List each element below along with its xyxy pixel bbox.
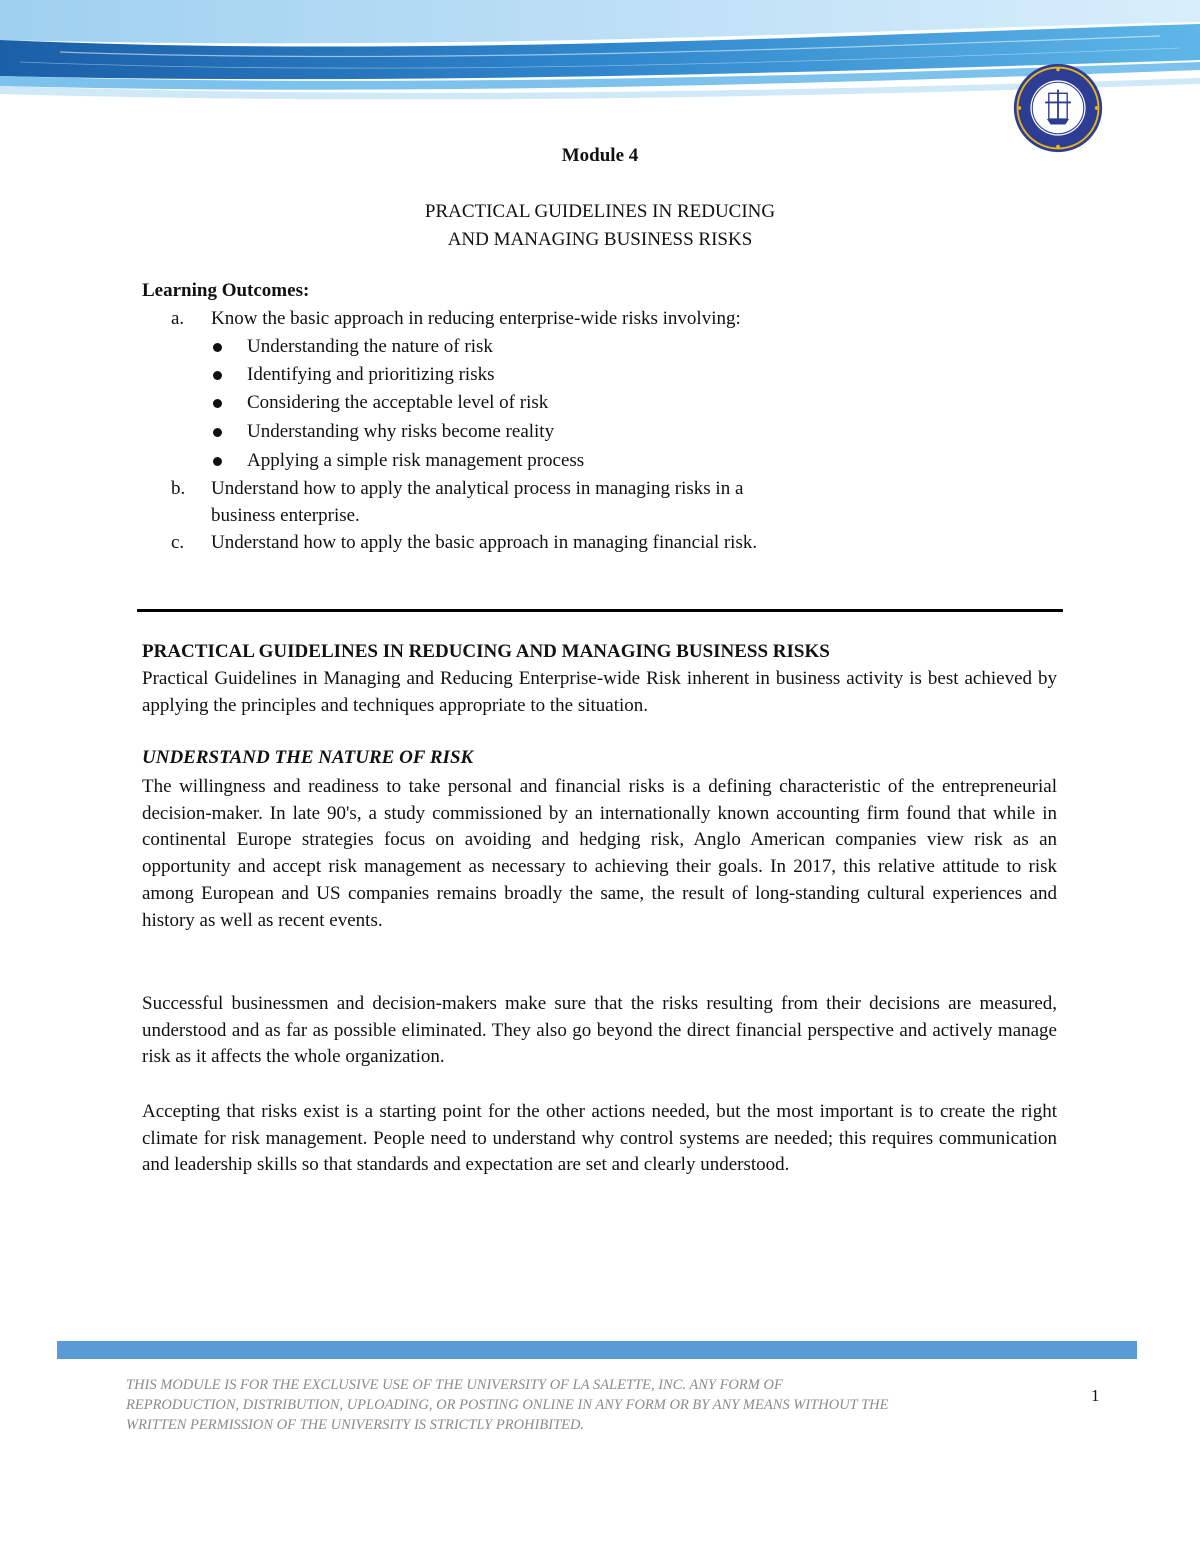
bullet-dot-icon — [213, 457, 222, 466]
section-divider — [137, 609, 1063, 612]
footer-bar — [57, 1341, 1137, 1359]
page-number: 1 — [1091, 1386, 1100, 1405]
outcome-marker-a: a. — [171, 308, 185, 329]
outcome-marker-b: b. — [171, 478, 186, 499]
outcome-bullet-item — [0, 450, 1200, 472]
footer-notice-line-2: REPRODUCTION, DISTRIBUTION, UPLOADING, OR POSTING ONLINE IN ANY FORM OR BY ANY MEANS WITHOUT THE — [126, 1397, 889, 1413]
bullet-dot-icon — [213, 371, 222, 380]
footer-notice-line-1: THIS MODULE IS FOR THE EXCLUSIVE USE OF THE UNIVERSITY OF LA SALETTE, INC. ANY FORM OF — [126, 1377, 783, 1393]
outcome-bullet-item — [0, 421, 1200, 443]
outcome-text-b-line-2: business enterprise. — [211, 505, 360, 526]
outcome-text-c: Understand how to apply the basic approach in managing financial risk. — [211, 532, 758, 553]
section-heading: PRACTICAL GUIDELINES IN REDUCING AND MANAGING BUSINESS RISKS — [142, 641, 830, 662]
section-intro-paragraph: Practical Guidelines in Managing and Reducing Enterprise-wide Risk inherent in business activity is best achieved by applying the principles and techniques appropriate to the situation. — [142, 668, 1057, 716]
outcome-bullet-text: Considering the acceptable level of risk — [247, 392, 549, 413]
body-paragraph-1: The willingness and readiness to take personal and financial risks is a defining characteristic of the entrepreneurial decision-maker. In late 90's, a study commissioned by an internationally known accounting firm found that while in continental Europe strategies focus on avoiding and hedging risk, Anglo American companies view risk as an opportunity and accept risk management as necessary to achieving their goals. In 2017, this relative attitude to risk among European and US companies remains broadly the same, the result of long-standing cultural experiences and history as well as recent events. — [142, 776, 1057, 931]
body-paragraph-3: Accepting that risks exist is a starting point for the other actions needed, but the most important is to create the right climate for risk management. People need to understand why control systems are needed; this requires communication and leadership skills so that standards and expectation are set and clearly understood. — [142, 1101, 1057, 1176]
outcome-bullet-text: Applying a simple risk management process — [247, 450, 585, 471]
outcome-item-a — [0, 308, 1200, 330]
university-seal-logo — [1012, 62, 1104, 154]
bullet-dot-icon — [213, 343, 222, 352]
footer-notice-line-3: WRITTEN PERMISSION OF THE UNIVERSITY IS STRICTLY PROHIBITED. — [126, 1417, 585, 1433]
learning-outcomes-heading: Learning Outcomes: — [142, 280, 310, 301]
bullet-dot-icon — [213, 399, 222, 408]
outcome-text-b-line-1: Understand how to apply the analytical process in managing risks in a — [211, 478, 744, 499]
module-title: Module 4 — [561, 145, 639, 166]
outcome-item-c — [0, 532, 1200, 554]
body-paragraph-2: Successful businessmen and decision-makers make sure that the risks resulting from their decisions are measured, understood and as far as possible eliminated. They also go beyond the direct financial perspective and actively manage risk as it affects the whole organization. — [142, 993, 1057, 1068]
outcome-bullet-text: Identifying and prioritizing risks — [247, 364, 495, 385]
main-title-line-2: AND MANAGING BUSINESS RISKS — [447, 229, 753, 250]
outcome-bullet-text: Understanding the nature of risk — [247, 336, 493, 357]
outcome-bullet-item — [0, 336, 1200, 358]
outcome-item-b — [0, 478, 1200, 500]
main-title — [0, 198, 1200, 254]
outcome-marker-c: c. — [171, 532, 185, 553]
outcome-bullet-text: Understanding why risks become reality — [247, 421, 555, 442]
outcome-text-a: Know the basic approach in reducing enterprise-wide risks involving: — [211, 308, 741, 329]
subsection-heading: UNDERSTAND THE NATURE OF RISK — [142, 747, 474, 768]
footer-copyright-notice — [126, 1375, 1066, 1435]
bullet-dot-icon — [213, 428, 222, 437]
main-title-line-1: PRACTICAL GUIDELINES IN REDUCING — [424, 201, 776, 222]
outcome-bullet-item — [0, 364, 1200, 386]
outcome-bullet-item — [0, 392, 1200, 414]
